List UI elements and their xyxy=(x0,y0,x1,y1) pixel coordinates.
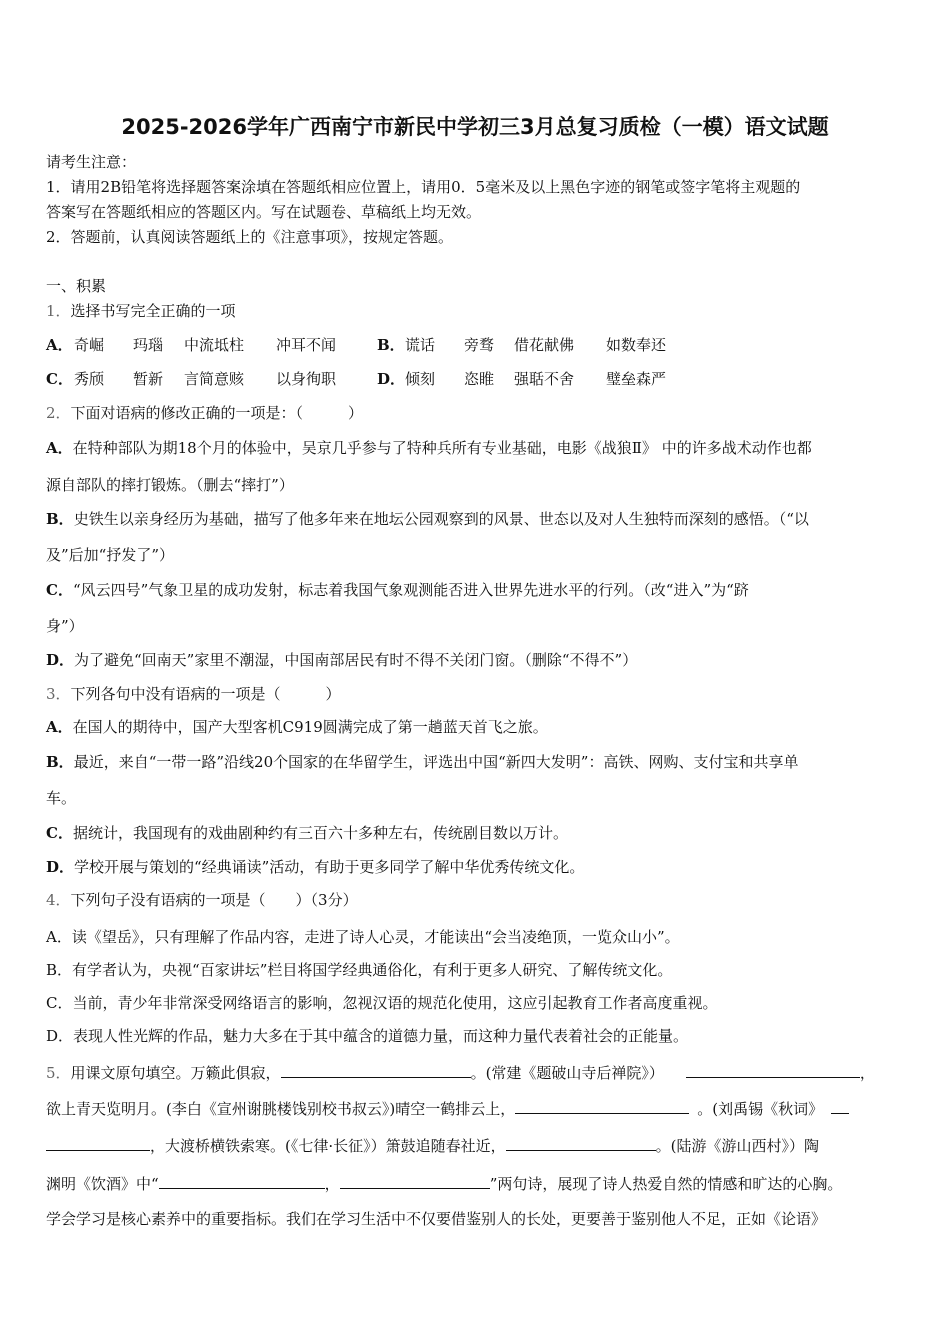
q5-text: ，大渡桥横铁索寒。(《七律·长征》）箫鼓追随春社近， xyxy=(150,1137,506,1155)
q5-answer-blank[interactable] xyxy=(281,1061,471,1078)
q4-stem-text: 下列句子没有语病的一项是（ ）（3分） xyxy=(70,891,358,909)
q4-option-b: B．有学者认为，央视“百家讲坛”栏目将国学经典通俗化，有利于更多人研究、了解传统文化。 xyxy=(46,961,673,979)
q3-stem-text: 下列各句中没有语病的一项是（ ） xyxy=(70,685,341,703)
q1-stem-text: 选择书写完全正确的一项 xyxy=(70,302,236,320)
q2-option-b-cont: 及”后加“抒发了”） xyxy=(46,546,175,564)
q3-option-d-label: D． xyxy=(46,858,75,876)
q2-option-d-label: D． xyxy=(46,651,75,669)
q5-text: 渊明《饮酒》中“ xyxy=(46,1175,159,1193)
q1-option-c-label: C． xyxy=(46,370,73,388)
q1-option-a-word: 冲耳不闻 xyxy=(276,336,337,354)
q5-line-3 xyxy=(46,1134,819,1156)
q1-option-b-word: 谎话 xyxy=(405,336,436,354)
q5-line-1 xyxy=(46,1061,875,1083)
q1-stem xyxy=(46,301,236,321)
q2-number: 2． xyxy=(46,404,71,422)
q1-option-c-word: 秀颀 xyxy=(74,370,105,388)
q3-option-b xyxy=(46,752,798,772)
q4-option-d: D．表现人性光辉的作品，魅力大多在于其中蕴含的道德力量，而这种力量代表着社会的正能量。 xyxy=(46,1027,689,1045)
q1-option-c-word: 以身徇职 xyxy=(276,370,337,388)
q5-answer-blank[interactable] xyxy=(686,1061,860,1078)
q5-text: ， xyxy=(859,1064,875,1082)
q3-option-d xyxy=(46,857,584,877)
q3-option-c xyxy=(46,823,568,843)
q5-answer-blank[interactable] xyxy=(46,1134,150,1151)
q5-text: 用课文原句填空。万籁此俱寂， xyxy=(70,1064,281,1082)
q2-option-c-label: C． xyxy=(46,581,73,599)
q5-answer-blank[interactable] xyxy=(159,1172,325,1189)
q2-stem xyxy=(46,403,363,423)
q1-option-b-word: 旁骛 xyxy=(464,336,495,354)
q5-text: 欲上青天览明月。(李白《宣州谢朓楼饯别校书叔云》)晴空一鹤排云上， xyxy=(46,1100,516,1118)
q2-option-d-text: 为了避免“回南天”家里不潮湿，中国南部居民有时不得不关闭门窗。（删除“不得不”） xyxy=(74,651,638,669)
q1-option-d-word: 恣睢 xyxy=(464,370,495,388)
q5-answer-blank[interactable] xyxy=(831,1097,849,1114)
notice-line-1: 1．请用2B铅笔将选择题答案涂填在答题纸相应位置上，请用0．5毫米及以上黑色字迹的钢笔或签字笔将主观题的 xyxy=(46,178,801,196)
q1-option-c-word: 言简意赅 xyxy=(184,370,245,388)
q3-option-c-text: 据统计，我国现有的戏曲剧种约有三百六十多种左右，传统剧目数以万计。 xyxy=(72,824,568,842)
q2-option-b-text: 史铁生以亲身经历为基础，描写了他多年来在地坛公园观察到的风景、世态以及对人生独特而深刻的感悟。（“以 xyxy=(73,510,809,528)
q3-option-c-label: C． xyxy=(46,824,73,842)
q2-option-a-cont: 源自部队的摔打锻炼。（删去“摔打”） xyxy=(46,476,294,494)
q1-number: 1． xyxy=(46,302,71,320)
q3-option-a-label: A． xyxy=(46,718,73,736)
q5-text: ”两句诗，展现了诗人热爱自然的情感和旷达的心胸。 xyxy=(489,1175,843,1193)
q2-option-d xyxy=(46,650,637,670)
q1-option-d-label: D． xyxy=(377,370,406,388)
q2-option-b xyxy=(46,509,809,529)
q2-stem-text: 下面对语病的修改正确的一项是：（ ） xyxy=(70,404,364,422)
q5-answer-blank[interactable] xyxy=(506,1134,656,1151)
q1-option-b-label: B． xyxy=(377,336,405,354)
q4-stem xyxy=(46,890,358,910)
q2-option-c-cont: 身”） xyxy=(46,617,84,635)
q3-option-d-text: 学校开展与策划的“经典诵读”活动，有助于更多同学了解中华优秀传统文化。 xyxy=(74,858,585,876)
q4-option-a: A．读《望岳》，只有理解了作品内容，走进了诗人心灵，才能读出“会当凌绝顶，一览众山小”。 xyxy=(46,928,680,946)
q3-option-a xyxy=(46,717,548,737)
notice-heading: 请考生注意： xyxy=(46,153,137,171)
page-title: 2025-2026学年广西南宁市新民中学初三3月总复习质检（一模）语文试题 xyxy=(121,115,829,139)
notice-line-2: 答案写在答题纸相应的答题区内。写在试题卷、草稿纸上均无效。 xyxy=(46,203,482,221)
q1-option-a-word: 玛瑙 xyxy=(133,336,164,354)
q1-option-d-word: 强聒不舍 xyxy=(514,370,575,388)
q5-answer-blank[interactable] xyxy=(515,1097,689,1114)
q5-line-5: 学会学习是核心素养中的重要指标。我们在学习生活中不仅要借鉴别人的长处，更要善于鉴别他人不足，正如《论语》 xyxy=(46,1210,827,1228)
section-heading-accumulation: 一、积累 xyxy=(46,277,107,295)
q1-option-a-word: 奇崛 xyxy=(74,336,105,354)
q3-option-b-label: B． xyxy=(46,753,74,771)
q1-option-b-word: 如数奉还 xyxy=(606,336,667,354)
q2-option-a xyxy=(46,438,812,458)
q4-option-c: C．当前，青少年非常深受网络语言的影响，忽视汉语的规范化使用，这应引起教育工作者高度重视。 xyxy=(46,994,718,1012)
q1-option-d-word: 倾刻 xyxy=(405,370,436,388)
q5-text: 。(陆游《游山西村》）陶 xyxy=(655,1137,819,1155)
q3-option-a-text: 在国人的期待中，国产大型客机C919圆满完成了第一趟蓝天首飞之旅。 xyxy=(72,718,548,736)
q5-answer-blank[interactable] xyxy=(340,1172,490,1189)
q1-option-a-word: 中流坻柱 xyxy=(184,336,245,354)
notice-line-3: 2．答题前，认真阅读答题纸上的《注意事项》，按规定答题。 xyxy=(46,228,454,246)
q5-text: 。(刘禹锡《秋词》 xyxy=(697,1100,824,1118)
q3-stem xyxy=(46,684,341,704)
q2-option-b-label: B． xyxy=(46,510,74,528)
q2-option-a-text: 在特种部队为期18个月的体验中，吴京几乎参与了特种兵所有专业基础，电影《战狼Ⅱ》 中的许多战术动作也都 xyxy=(72,439,812,457)
q3-number: 3． xyxy=(46,685,71,703)
q2-option-c-text: “风云四号”气象卫星的成功发射，标志着我国气象观测能否进入世界先进水平的行列。（改“进入”为“跻 xyxy=(72,581,749,599)
q3-option-b-cont: 车。 xyxy=(46,789,77,807)
q4-number: 4． xyxy=(46,891,71,909)
q3-option-b-text: 最近，来自“一带一路”沿线20个国家的在华留学生，评选出中国“新四大发明”：高铁、网购、支付宝和共享单 xyxy=(73,753,799,771)
q5-text: ， xyxy=(324,1175,340,1193)
q1-option-a-label: A． xyxy=(46,336,73,354)
q5-line-4 xyxy=(46,1172,842,1194)
q5-number: 5． xyxy=(46,1064,71,1082)
q1-option-b-word: 借花献佛 xyxy=(514,336,575,354)
q5-line-2 xyxy=(46,1097,849,1119)
q1-option-c-word: 暂新 xyxy=(133,370,164,388)
q5-text: 。(常建《题破山寺后禅院》） xyxy=(470,1064,664,1082)
q2-option-c xyxy=(46,580,749,600)
q1-option-d-word: 璧垒森严 xyxy=(606,370,667,388)
q2-option-a-label: A． xyxy=(46,439,73,457)
